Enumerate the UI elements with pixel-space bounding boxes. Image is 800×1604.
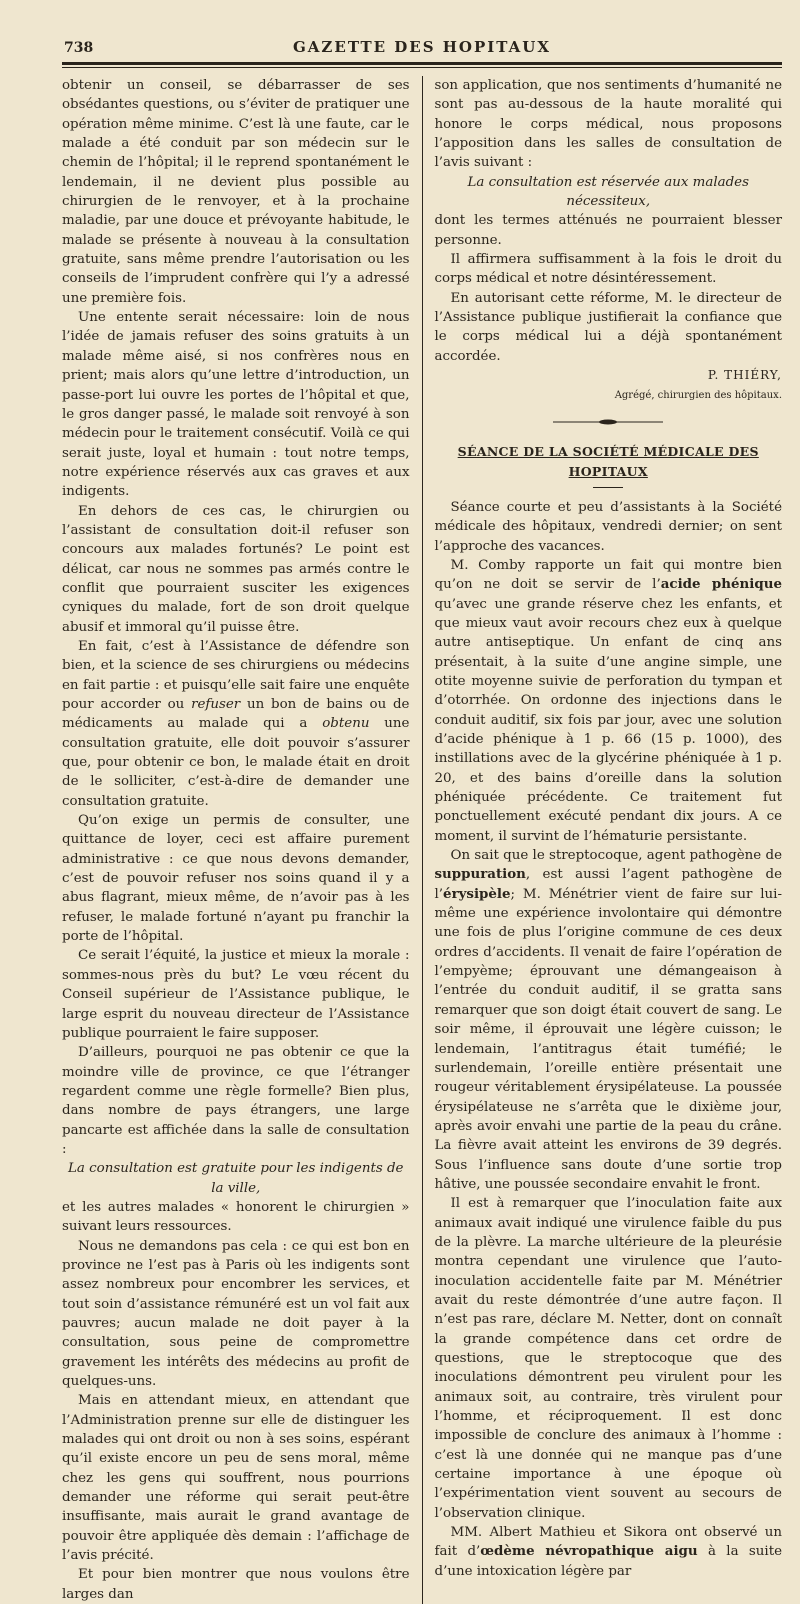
page-header: [62, 30, 782, 60]
emphasis-acide-phenique: acide phénique: [660, 576, 782, 593]
left-column: [62, 76, 410, 1604]
paragraph: Ce serait l’équité, la justice et mieux la morale : sommes-nous près du but? Le vœu récent du Conseil supérieur de l’Assistance publique, le large esprit du nouveau directeur de l’Assistance publique pourraient le faire supposer.: [62, 948, 410, 1041]
section-rule: [593, 487, 623, 488]
paragraph: [435, 1523, 783, 1581]
paragraph: En dehors de ces cas, le chirurgien ou l’assistant de consultation doit-il refuser son concours aux malades fortunés? Le point est délicat, car nous ne sommes pas armés contre le conflit que pourraient susciter les exigences cyniques du malade, fort de son droit quelque abusif et immoral qu’il puisse être.: [62, 503, 410, 635]
paragraph: son application, que nos sentiments d’humanité ne sont pas au-dessous de la haute moralité qui honore le corps médical, nous proposons l’apposition dans les salles de consultation de l’avis suivant :: [434, 78, 782, 171]
paragraph: [62, 637, 410, 811]
header-rule-thick: [62, 62, 782, 65]
paragraph: D’ailleurs, pourquoi ne pas obtenir ce que la moindre ville de province, ce que l’étranger regardent comme une règle formelle? Bien plus, dans nombre de pays étrangers, une large pancarte est affichée dans la salle de consultation :: [62, 1045, 410, 1157]
paragraph-text: qu’avec une grande réserve chez les enfants, et que mieux vaut avoir recours chez eux à quelque autre antiseptique. Un enfant de cinq ans présentait, à la suite d’une angine simple, une otite moyenne suivie de perforation du tympan et d’otorrhée. On ordonne des injections dans le conduit auditif, six fois par jour, avec une solution d’acide phénique à 1 p. 66 (15 p. 1000), des instillations avec de la glycérine phéniquée à 1 p. 20, et des bains d’oreille dans la solution phéniquée précédente. Ce traitement fut ponctuellement exécuté pendant dix jours. A ce moment, il survint de l’hématurie persistante.: [434, 596, 782, 844]
emphasis-refuser: refuser: [191, 697, 241, 712]
text-columns: [62, 76, 782, 1604]
emphasis-oedeme: œdème névropathique aigu: [480, 1543, 698, 1560]
author-role: Agrégé, chirurgien des hôpitaux.: [614, 389, 782, 401]
paragraph: obtenir un conseil, se débarrasser de ses obsédantes questions, ou s’éviter de pratiquer une opération même minime. C’est là une faute, car le malade a été conduit par son médecin sur le chemin de l’hôpital; il le reprend spontanément le lendemain, il ne devient plus possible au chirurgien de le renvoyer, et à la prochaine maladie, par une douce et prévoyante habitude, le malade se présente à nouveau à la consultation gratuite, sans même prendre l’autorisation ou les conseils de l’imprudent confrère qui l’y a adressé une première fois.: [62, 78, 410, 306]
ornament-divider: [435, 413, 783, 432]
paragraph: Il affirmera suffisamment à la fois le droit du corps médical et notre désintéressement.: [434, 252, 782, 287]
section-title: SÉANCE DE LA SOCIÉTÉ MÉDICALE DES HOPITAUX: [457, 444, 759, 479]
ornament-rule-icon: [553, 418, 663, 426]
right-column: [435, 76, 783, 1604]
emphasis-obtenu: obtenu: [322, 716, 370, 732]
emphasis-erysipele: érysipèle: [443, 885, 511, 902]
paragraph: En autorisant cette réforme, M. le directeur de l’Assistance publique justifierait la confiance que le corps médical lui a déjà spontanément accordée.: [434, 290, 782, 364]
paragraph: et les autres malades « honorent le chirurgien » suivant leurs ressources.: [62, 1199, 410, 1235]
notice-quote: La consultation est gratuite pour les indigents de la ville,: [68, 1161, 404, 1196]
paragraph-text: En fait, c’est à l’Assistance de défendre son bien, et la science de ses chirurgiens ou médecins en fait partie : et puisqu’elle sait faire une enquête pour accorder ou: [62, 638, 410, 712]
notice-quote: La consultation est réservée aux malades nécessiteux,: [467, 174, 749, 210]
header-rule-thin: [62, 67, 782, 68]
paragraph: [435, 846, 783, 1194]
paragraph-text: ; M. Ménétrier vient de faire sur lui-même une expérience involontaire qui démontre une fois de plus l’origine commune de ces deux ordres d’accidents. Il venait de faire l’opération de l’empyème; éprouvant une démangeaison à l’entrée du conduit auditif, il se gratta sans remarquer que son doigt était couvert de sang. Le soir même, il éprouvait une légère cuisson; le lendemain, l’antitragus était tuméfié; le surlendemain, l’oreille entière présentait une rougeur véritablement érysipélateuse. La poussée érysipélateuse ne s’arrêta que le dixième jour, après avoir envahi une partie de la peau du crâne. La fièvre avait atteint les environs de 39 degrés. Sous l’influence sans doute d’une sortie trop hâtive, une poussée secondaire envahit le front.: [434, 886, 782, 1192]
paragraph-text: On sait que le streptocoque, agent pathogène de: [450, 848, 782, 864]
paragraph-text: M. Comby rapporte un fait qui montre bien qu’on ne doit se servir de l’: [434, 557, 782, 593]
paragraph-text: un bon de bains ou de médicaments au malade qui a: [62, 697, 410, 732]
column-divider: [422, 76, 423, 1604]
emphasis-suppuration: suppuration: [434, 866, 526, 883]
paragraph: Qu’on exige un permis de consulter, une quittance de loyer, ceci est affaire purement administrative : ce que nous devons demander, c’est de pouvoir refuser nos soins quand il y a abus flagrant, mieux même, de n’avoir pas à les refuser, le malade fortuné n’ayant pu franchir la porte de l’hôpital.: [62, 813, 410, 945]
paragraph: Séance courte et peu d’assistants à la Société médicale des hôpitaux, vendredi dernier; on sent l’approche des vacances.: [434, 499, 782, 554]
journal-title: GAZETTE DES HOPITAUX: [292, 38, 551, 56]
paragraph-text: une consultation gratuite, elle doit pouvoir s’assurer que, pour obtenir ce bon, le malade était en droit de le solliciter, c’est-à-dire de demander une consultation gratuite.: [62, 716, 410, 809]
paragraph: Il est à remarquer que l’inoculation faite aux animaux avait indiqué une virulence faible du pus de la plèvre. La marche ultérieure de la pleurésie montra cependant une virulence que l’auto-inoculation accidentelle faite par M. Ménétrier avait du reste démontrée d’une autre façon. Il n’est pas rare, déclare M. Netter, dont on connaît la grande compétence dans cet ordre de questions, que le streptocoque que des inoculations démontrent peu virulent pour les animaux soit, au contraire, très virulent pour l’homme, et réciproquement. Il est donc impossible de conclure des animaux à l’homme : c’est là une donnée qui ne manque pas d’une certaine importance à une époque où l’expérimentation vient souvent au secours de l’observation clinique.: [434, 1196, 782, 1521]
paragraph: Mais en attendant mieux, en attendant que l’Administration prenne sur elle de distinguer les malades qui ont droit ou non à ses soins, espérant qu’il existe encore un peu de sens moral, même chez les gens qui souffrent, nous pourrions demander une réforme qui serait peut-être insuffisante, mais aurait le grand avantage de pouvoir être appliquée dès demain : l’affichage de l’avis précité.: [62, 1393, 410, 1564]
paragraph: dont les termes atténués ne pourraient blesser personne.: [434, 213, 782, 248]
paragraph: Et pour bien montrer que nous voulons être larges dan: [62, 1567, 410, 1602]
paragraph-text: , est aussi l’agent pathogène de l’: [434, 867, 782, 902]
paragraph: [435, 556, 783, 846]
paragraph: Une entente serait nécessaire: loin de nous l’idée de jamais refuser des soins gratuits à un malade même aisé, si nos confrères nous en prient; mais alors qu’une lettre d’introduction, un passe-port lui ouvre les portes de l’hôpital et que, le gros danger passé, le malade soit renvoyé à son médecin pour le traitement consécutif. Voilà ce qui serait juste, loyal et humain : tout notre temps, notre expérience réservés aux cas graves et aux indigents.: [62, 310, 410, 500]
page-number: 738: [64, 40, 94, 56]
paragraph-text: MM. Albert Mathieu et Sikora ont observé un fait d’: [434, 1525, 782, 1560]
paragraph-text: à la suite d’une intoxication légère par: [434, 1544, 782, 1579]
author-signature: P. THIÉRY,: [707, 368, 782, 383]
paragraph: Nous ne demandons pas cela : ce qui est bon en province ne l’est pas à Paris où les indigents sont assez nombreux pour encombrer les services, et tout soin d’assistance rémunéré est un vol fait aux pauvres; aucun malade ne doit payer à la consultation, sous peine de compromettre gravement les intérêts des médecins au profit de quelques-uns.: [62, 1238, 410, 1390]
